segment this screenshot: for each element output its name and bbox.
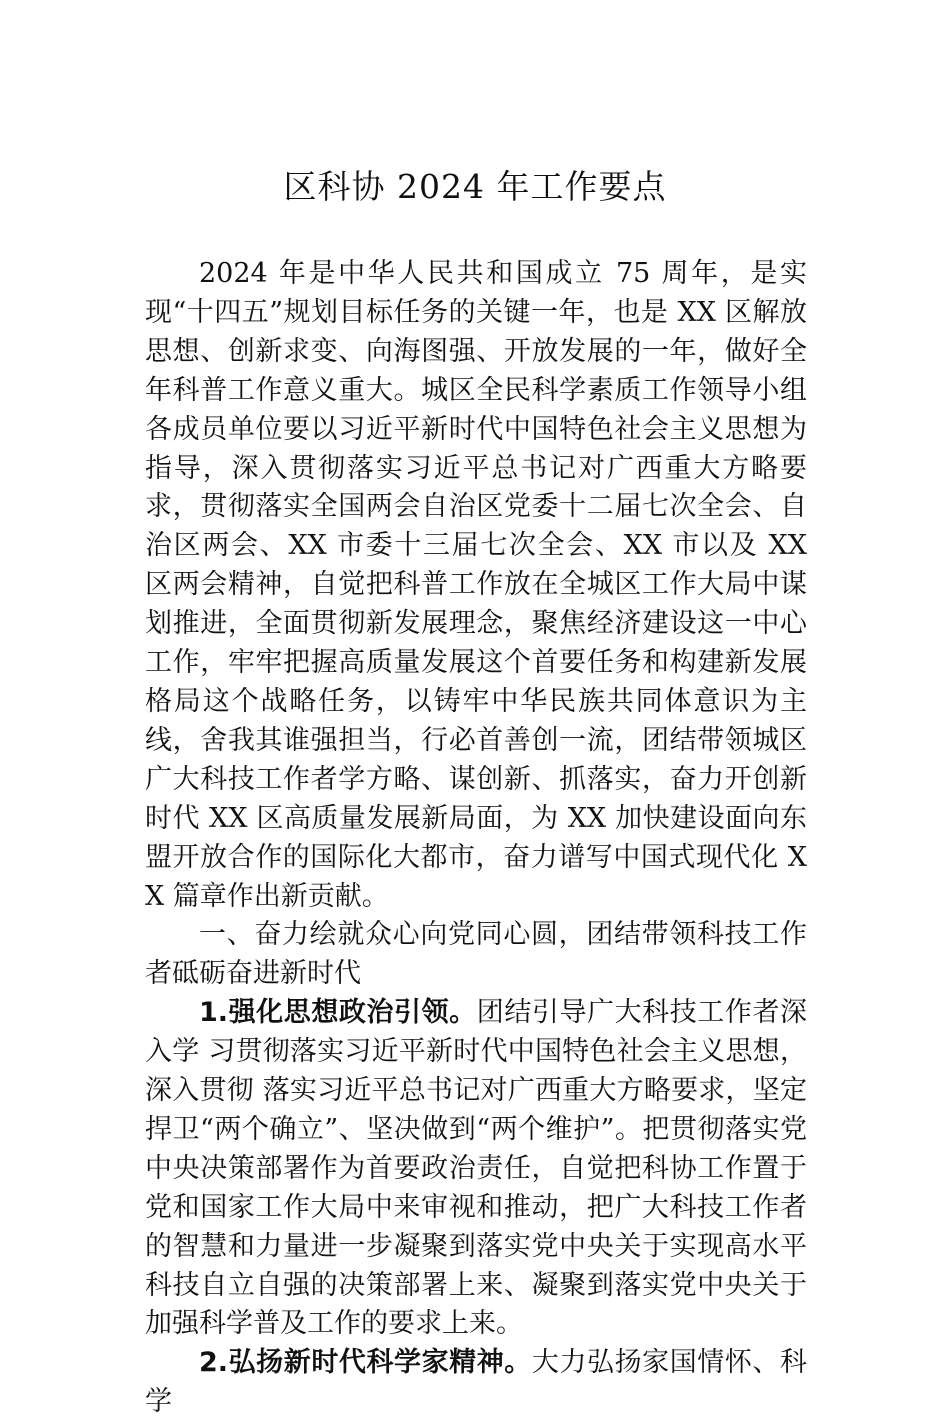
- document-body: [145, 255, 807, 1422]
- document-title: 区科协 2024 年工作要点: [283, 167, 667, 206]
- item-paragraph-1: [145, 994, 807, 1344]
- intro-paragraph: [145, 255, 807, 916]
- section-heading-1: [145, 916, 807, 994]
- item-paragraph-2: [145, 1344, 807, 1422]
- item-text-2: 大力弘扬家国情怀、科学: [145, 1347, 807, 1418]
- section-heading-text: 一、奋力绘就众心向党同心圆，团结带领科技工作者砥砺奋进新时代: [145, 919, 807, 990]
- item-lead-1: 1.强化思想政治引领。: [199, 997, 477, 1029]
- item-text-1: 团结引导广大科技工作者深入学 习贯彻落实习近平新时代中国特色社会主义思想，深入贯彻 落实习近平总书记对广西重大方略要求，坚定捍卫“两个确立”、坚决做到“两个维护”。把贯彻落实党中央决策部署作为首要政治责任，自觉把科协工作置于党和国家工作大局中来审视和推动，把广大科技工作者的智慧和力量进一步凝聚到落实党中央关于实现高水平科技自立自强的决策部署上来、凝聚到落实党中央关于加强科学普及工作的要求上来。: [145, 997, 808, 1340]
- item-lead-2: 2.弘扬新时代科学家精神。: [199, 1347, 532, 1379]
- paragraph-text: 2024 年是中华人民共和国成立 75 周年，是实现“十四五”规划目标任务的关键一年，也是 XX 区解放思想、创新求变、向海图强、开放发展的一年，做好全年科普工作意义重大。城区全民科学素质工作领导小组各成员单位要以习近平新时代中国特色社会主义思想为指导，深入贯彻落实习近平总书记对广西重大方略要求，贯彻落实全国两会自治区党委十二届七次全会、自治区两会、XX 市委十三届七次全会、XX 市以及 XX 区两会精神，自觉把科普工作放在全城区工作大局中谋划推进，全面贯彻新发展理念，聚焦经济建设这一中心工作，牢牢把握高质量发展这个首要任务和构建新发展格局这个战略任务，以铸牢中华民族共同体意识为主线，舍我其谁强担当，行必首善创一流，团结带领城区广大科技工作者学方略、谋创新、抓落实，奋力开创新时代 XX 区高质量发展新局面，为 XX 加快建设面向东盟开放合作的国际化大都市，奋力谱写中国式现代化 XX 篇章作出新贡献。: [145, 258, 807, 912]
